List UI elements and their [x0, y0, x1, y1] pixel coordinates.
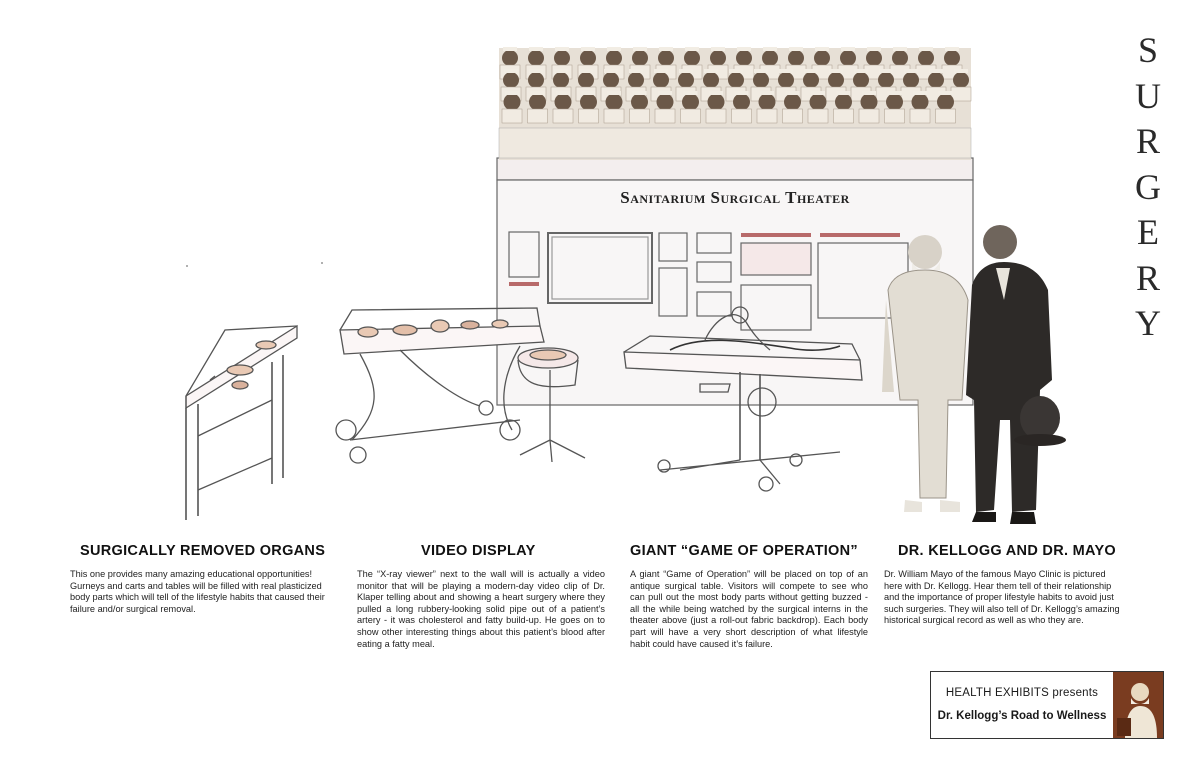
intern-cap [854, 69, 868, 73]
intern-uniform [936, 109, 956, 123]
intern-figure [912, 94, 929, 111]
intern-cap [504, 69, 518, 73]
intern-figure [631, 94, 648, 111]
intern-figure [728, 72, 744, 88]
intern-cap [581, 47, 595, 51]
intern-figure [554, 50, 570, 66]
intern-figure [810, 94, 827, 111]
intern-cap [954, 69, 968, 73]
intern-figure [928, 72, 944, 88]
intern-uniform [783, 109, 803, 123]
intern-figure [892, 50, 908, 66]
section-body: A giant “Game of Operation” will be placed on top of an antique surgical table. Visitors will compete to see who can pull out the most body parts without getting buzzed - all the while being watched by the surgical interns in the theater above (just a roll-out fabric backdrop). Each body part will have a very short description of what lifestyle habit could have caused it’s failure. [630, 569, 868, 649]
intern-figure [606, 50, 622, 66]
intern-cap [607, 91, 621, 95]
dr-kellogg-portrait [1113, 672, 1163, 738]
intern-cap [529, 47, 543, 51]
intern-uniform [579, 109, 599, 123]
section-title: DR. KELLOGG AND DR. MAYO [898, 543, 1116, 559]
intern-uniform [885, 109, 905, 123]
intern-cap [904, 69, 918, 73]
health-exhibits-brand-box [930, 671, 1164, 739]
intern-uniform [808, 109, 828, 123]
intern-uniform [553, 109, 573, 123]
interns-gallery-photo [499, 47, 971, 160]
intern-uniform [757, 109, 777, 123]
intern-figure [657, 94, 674, 111]
intern-figure [886, 94, 903, 111]
intern-cap [529, 69, 543, 73]
intern-figure [903, 72, 919, 88]
intern-cap [505, 91, 519, 95]
theater-sign: Sanitarium Surgical Theater [620, 188, 850, 207]
intern-cap [684, 91, 698, 95]
intern-cap [786, 91, 800, 95]
intern-cap [815, 47, 829, 51]
intern-cap [735, 91, 749, 95]
intern-figure [658, 50, 674, 66]
section-game-of-operation [630, 543, 868, 650]
intern-cap [862, 91, 876, 95]
intern-figure [553, 72, 569, 88]
intern-figure [703, 72, 719, 88]
intern-figure [835, 94, 852, 111]
intern-cap [629, 69, 643, 73]
section-title: GIANT “GAME OF OPERATION” [630, 543, 858, 559]
intern-figure [778, 72, 794, 88]
intern-uniform [732, 109, 752, 123]
section-title: VIDEO DISPLAY [421, 543, 536, 559]
intern-cap [704, 69, 718, 73]
intern-uniform [630, 109, 650, 123]
intern-cap [579, 69, 593, 73]
brand-presenter: HEALTH EXHIBITS presents [945, 687, 1099, 699]
intern-uniform [706, 109, 726, 123]
intern-cap [939, 91, 953, 95]
intern-cap [945, 47, 959, 51]
section-kellogg-and-mayo [884, 543, 1124, 627]
intern-cap [729, 69, 743, 73]
intern-figure [555, 94, 572, 111]
intern-cap [709, 91, 723, 95]
intern-figure [708, 94, 725, 111]
vertical-title-letter: R [1135, 121, 1160, 161]
intern-figure [710, 50, 726, 66]
intern-cap [929, 69, 943, 73]
intern-figure [603, 72, 619, 88]
intern-figure [580, 94, 597, 111]
intern-figure [803, 72, 819, 88]
intern-cap [659, 47, 673, 51]
intern-uniform [528, 109, 548, 123]
intern-cap [554, 69, 568, 73]
brand-text [931, 672, 1113, 738]
intern-figure [733, 94, 750, 111]
intern-cap [829, 69, 843, 73]
intern-figure [678, 72, 694, 88]
intern-cap [804, 69, 818, 73]
intern-figure [866, 50, 882, 66]
intern-cap [737, 47, 751, 51]
intern-cap [711, 47, 725, 51]
intern-figure [628, 72, 644, 88]
intern-figure [762, 50, 778, 66]
intern-figure [503, 72, 519, 88]
intern-cap [779, 69, 793, 73]
intern-figure [684, 50, 700, 66]
intern-cap [654, 69, 668, 73]
intern-uniform [655, 109, 675, 123]
intern-figure [504, 94, 521, 111]
organ-display-case-illustration [186, 326, 297, 520]
intern-cap [888, 91, 902, 95]
intern-figure [528, 72, 544, 88]
intern-cap [879, 69, 893, 73]
vertical-title-letter: R [1135, 257, 1160, 298]
intern-figure [937, 94, 954, 111]
section-body: The “X-ray viewer” next to the wall will is actually a video monitor that will be playing a modern-day video clip of Dr. Klaper telling about and showing a heart surgery where they pulled a long rubbery-looking solid pipe out of a patient’s artery - it was cholesterol and fatty build-up. He goes on to show other interesting things about this patient’s blood after eating a fatty meal. [357, 569, 605, 649]
intern-cap [685, 47, 699, 51]
intern-figure [840, 50, 856, 66]
intern-uniform [604, 109, 624, 123]
intern-cap [919, 47, 933, 51]
intern-figure [753, 72, 769, 88]
intern-figure [861, 94, 878, 111]
brand-exhibit-title: Dr. Kellogg’s Road to Wellness [937, 710, 1107, 722]
intern-figure [759, 94, 776, 111]
intern-cap [555, 47, 569, 51]
intern-figure [606, 94, 623, 111]
intern-figure [682, 94, 699, 111]
intern-figure [736, 50, 752, 66]
intern-figure [944, 50, 960, 66]
section-title: SURGICALLY REMOVED ORGANS [80, 543, 326, 559]
section-body: Dr. William Mayo of the famous Mayo Clinic is pictured here with Dr. Kellogg. Hear them tell of their relationship and the importance of proper lifestyle habits to avoid just such surgeries. They will also tell of Dr. Kellogg’s amazing historical surgical record as well as who they are. [884, 569, 1120, 626]
vertical-title-letter: U [1135, 75, 1161, 116]
intern-cap [811, 91, 825, 95]
intern-figure [784, 94, 801, 111]
intern-figure [578, 72, 594, 88]
intern-cap [754, 69, 768, 73]
intern-figure [653, 72, 669, 88]
intern-cap [789, 47, 803, 51]
vertical-title-letter: E [1137, 212, 1159, 252]
intern-cap [867, 47, 881, 51]
intern-cap [633, 91, 647, 95]
intern-figure [953, 72, 969, 88]
intern-cap [531, 91, 545, 95]
intern-cap [607, 47, 621, 51]
floor-marks [186, 262, 323, 267]
intern-cap [556, 91, 570, 95]
intern-cap [604, 69, 618, 73]
intern-cap [760, 91, 774, 95]
intern-cap [503, 47, 517, 51]
intern-uniform [502, 109, 522, 123]
intern-uniform [910, 109, 930, 123]
intern-figure [853, 72, 869, 88]
vertical-title-letter: Y [1135, 303, 1161, 343]
intern-cap [763, 47, 777, 51]
intern-figure [814, 50, 830, 66]
intern-cap [679, 69, 693, 73]
intern-cap [582, 91, 596, 95]
intern-cap [841, 47, 855, 51]
intern-cap [893, 47, 907, 51]
intern-figure [788, 50, 804, 66]
intern-figure [528, 50, 544, 66]
intern-uniform [834, 109, 854, 123]
intern-figure [632, 50, 648, 66]
section-surgically-removed-organs [70, 543, 334, 615]
intern-figure [529, 94, 546, 111]
intern-uniform [859, 109, 879, 123]
intern-figure [878, 72, 894, 88]
intern-uniform [681, 109, 701, 123]
intern-figure [580, 50, 596, 66]
intern-cap [658, 91, 672, 95]
intern-cap [913, 91, 927, 95]
intern-cap [837, 91, 851, 95]
intern-figure [918, 50, 934, 66]
intern-figure [828, 72, 844, 88]
section-body: This one provides many amazing educational opportunities! Gurneys and carts and tables will be filled with real plasticized body parts which will tell of the lifestyle habits that caused their failure and/or surgical removal. [70, 569, 325, 614]
intern-cap [633, 47, 647, 51]
section-video-display [357, 543, 605, 650]
intern-uniform [951, 87, 971, 101]
intern-figure [502, 50, 518, 66]
vertical-title-letter: G [1135, 166, 1161, 207]
vertical-title-letter: S [1137, 30, 1159, 70]
